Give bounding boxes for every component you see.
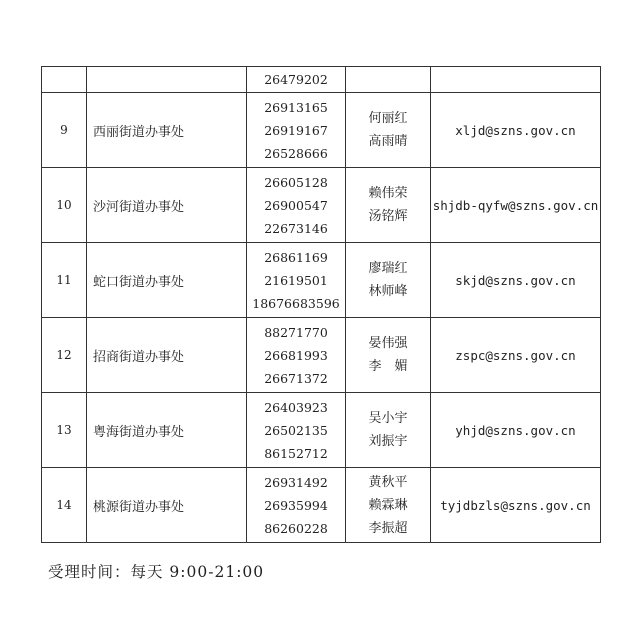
cell-phones [247,243,346,318]
cell-persons [346,318,431,393]
phone-number: 86152712 [264,445,328,461]
cell-phones [247,67,346,93]
table-row [42,168,601,243]
phone-number: 26671372 [264,370,328,386]
phone-number: 88271770 [264,324,328,340]
cell-phones [247,93,346,168]
cell-email [431,67,601,93]
cell-no: 10 [42,168,87,243]
cell-phones [247,318,346,393]
contact-person: 晏伟强 [368,336,408,351]
cell-email[interactable]: xljd@szns.gov.cn [431,93,601,168]
cell-email[interactable]: yhjd@szns.gov.cn [431,393,601,468]
phone-number: 26479202 [264,72,328,87]
contact-person: 高雨晴 [368,134,408,149]
cell-office: 桃源街道办事处 [87,468,247,543]
cell-email[interactable]: tyjdbzls@szns.gov.cn [431,468,601,543]
cell-no: 9 [42,93,87,168]
contact-person: 廖瑞红 [368,261,408,276]
cell-office: 蛇口街道办事处 [87,243,247,318]
phone-number: 26681993 [264,347,328,363]
contact-table [41,66,601,543]
phone-number: 26900547 [264,197,328,213]
phone-number: 22673146 [264,220,328,236]
cell-office: 沙河街道办事处 [87,168,247,243]
contact-table-container [41,66,601,543]
cell-phones [247,393,346,468]
cell-persons [346,393,431,468]
phone-number: 21619501 [264,272,328,288]
cell-phones [247,168,346,243]
phone-number: 26528666 [264,145,328,161]
service-hours: 受理时间：每天 9:00-21:00 [48,563,265,581]
cell-no [42,67,87,93]
phone-number: 86260228 [264,520,328,536]
cell-persons [346,93,431,168]
phone-number: 26919167 [264,122,328,138]
table-row [42,468,601,543]
phone-number: 26502135 [264,422,328,438]
cell-no: 12 [42,318,87,393]
phone-number: 26861169 [264,249,328,265]
contact-person: 黄秋平 [368,474,408,490]
cell-no: 14 [42,468,87,543]
contact-person: 汤铭辉 [368,209,408,224]
table-row [42,93,601,168]
contact-person: 何丽红 [368,111,408,126]
contact-person: 赖伟荣 [368,186,408,201]
cell-persons [346,168,431,243]
cell-email[interactable]: shjdb-qyfw@szns.gov.cn [431,168,601,243]
phone-number: 26935994 [264,497,328,513]
phone-number: 18676683596 [252,295,340,311]
phone-number: 26403923 [264,399,328,415]
phone-number: 26913165 [264,99,328,115]
cell-no: 13 [42,393,87,468]
contact-person: 李振超 [368,520,408,536]
phone-number: 26931492 [264,474,328,490]
contact-person: 吴小宇 [368,411,408,426]
cell-office: 粤海街道办事处 [87,393,247,468]
cell-office [87,67,247,93]
contact-person: 赖霖琳 [368,497,408,513]
cell-persons [346,67,431,93]
contact-person: 李 媚 [368,359,408,374]
table-row [42,243,601,318]
cell-email[interactable]: skjd@szns.gov.cn [431,243,601,318]
cell-no: 11 [42,243,87,318]
cell-persons [346,468,431,543]
cell-email[interactable]: zspc@szns.gov.cn [431,318,601,393]
cell-persons [346,243,431,318]
contact-person: 林师峰 [368,284,408,299]
table-row-continued [42,67,601,93]
cell-phones [247,468,346,543]
cell-office: 招商街道办事处 [87,318,247,393]
table-row [42,393,601,468]
contact-person: 刘振宇 [368,434,408,449]
phone-number: 26605128 [264,174,328,190]
cell-office: 西丽街道办事处 [87,93,247,168]
table-row [42,318,601,393]
